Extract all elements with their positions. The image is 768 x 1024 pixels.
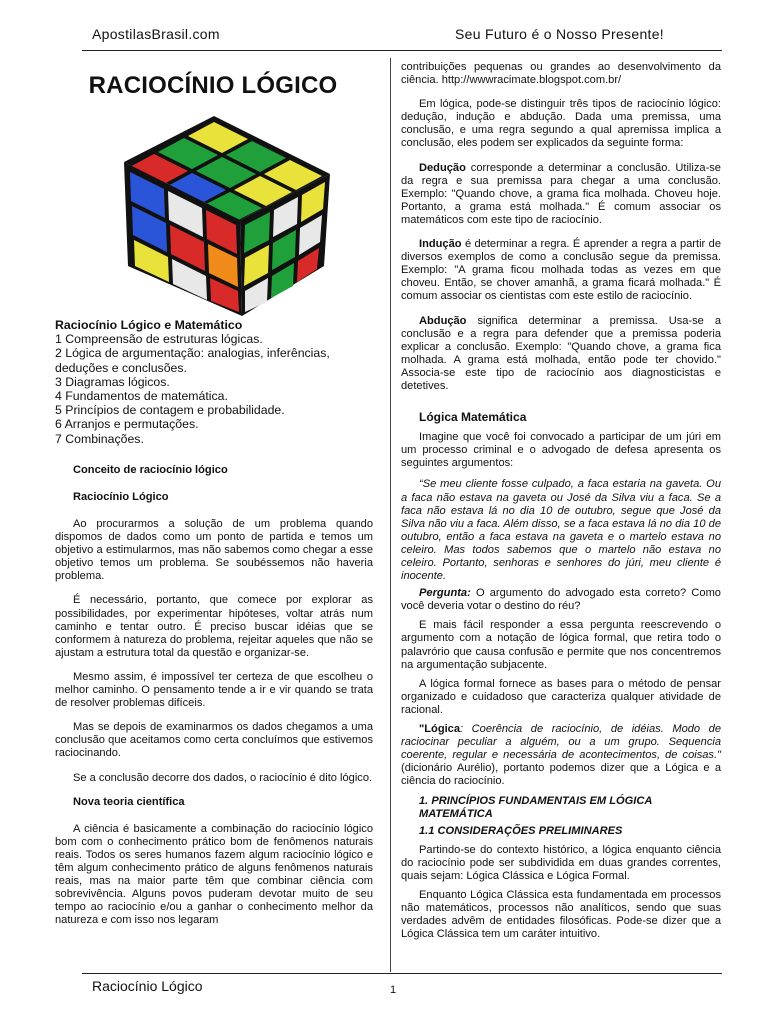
paragraph: Se a conclusão decorre dos dados, o raciocínio é dito lógico. [73,771,373,784]
section-heading: 1. PRINCÍPIOS FUNDAMENTAIS EM LÓGICA MATEMÁTICA [419,794,652,820]
header-site-name: ApostilasBrasil.com [92,26,220,42]
paragraph: E mais fácil responder a essa pergunta reescrevendo o argumento com a notação de lógica formal, que retira todo o palavrório que causa confusão e permite que nos concentremos na argumentação subjacente. [401,619,721,671]
footer-title: Raciocínio Lógico [92,978,203,994]
column-divider [390,58,391,972]
paragraph-inducao [401,238,721,303]
paragraph: Ao procurarmos a solução de um problema quando dispomos de dados como um ponto de partida e temos um objetivo a estimularmos, mas não sabemos como chegar a esse objetivo temos um problema. Se soubéssemos não haveria problema. [55,518,373,583]
header-rule [82,50,722,51]
topic-list-item: 2 Lógica de argumentação: analogias, inferências, deduções e conclusões. [55,346,330,375]
paragraph-text: é determinar a regra. É aprender a regra a partir de diversos exemplos de como a conclusão segue da premissa. Exemplo: "A grama ficou molhada todas as vezes em que choveu. Então, se chover amanhã, a grama ficará molhada." É comum associar os cientistas com este estilo de raciocínio. [401,238,721,303]
paragraph: Em lógica, pode-se distinguir três tipos de raciocínio lógico: dedução, indução e abdução. Dada uma premissa, uma conclusão, e uma regra segundo a qual apremissa implica a conclusão, eles podem ser explicados da seguinte forma: [401,98,721,150]
question-paragraph [401,587,721,613]
term: Abdução [419,314,467,327]
page-number: 1 [390,984,397,996]
topic-list-item: 7 Combinações. [55,431,144,446]
paragraph: A lógica formal fornece as bases para o método de pensar organizado e cuidadoso que caracteriza qualquer atividade de racional. [401,677,721,716]
header-slogan: Seu Futuro é o Nosso Presente! [455,26,664,42]
topic-list-item: 6 Arranjos e permutações. [55,417,199,432]
paragraph-abducao [401,315,721,394]
subheading: Conceito de raciocínio lógico [73,463,228,476]
paragraph: Mas se depois de examinarmos os dados chegamos a uma conclusão que aceitamos como certa concluímos que estivemos raciocinando. [55,721,373,760]
term: "Lógica [419,723,461,736]
topic-list-item: 3 Diagramas lógicos. [55,374,170,389]
subheading: Nova teoria científica [73,795,185,808]
paragraph-text: (dicionário Aurélio), portanto podemos dizer que a Lógica e a ciência do raciocínio. [401,762,721,788]
subsection-heading: 1.1 CONSIDERAÇÕES PRELIMINARES [419,824,623,837]
paragraph: Partindo-se do contexto histórico, a lógica enquanto ciência do raciocínio pode ser subdividida em duas grandes correntes, quais sejam: Lógica Clássica e Lógica Formal. [401,843,721,882]
definition-paragraph [401,723,721,788]
paragraph-text: corresponde a determinar a conclusão. Utiliza-se da regra e sua premissa para chegar a uma conclusão. Exemplo: "Quando chove, a grama fica molhada. Choveu hoje. Portanto, a grama está molhada." É comum associar os matemáticos com este tipo de raciocínio. [401,161,721,226]
rubiks-cube-icon [118,116,330,316]
page-title: RACIOCÍNIO LÓGICO [88,72,338,99]
term: Dedução [419,161,466,174]
paragraph-text: O argumento do advogado esta correto? Como você deveria votar o destino do réu? [401,587,721,613]
paragraph: Mesmo assim, é impossível ter certeza de que escolheu o melhor caminho. O pensamento tende a ir e vir quando se trata de resolver problemas difíceis. [55,670,373,710]
topic-list-item: 4 Fundamentos de matemática. [55,389,228,404]
lawyer-quote: “Se meu cliente fosse culpado, a faca estaria na gaveta. Ou a faca não estava na gaveta ou José da Silva viu a faca. Se a faca não estava lá no dia 10 de outubro, segue que José da Silva não viu a faca. Além disso, se a faca estava lá no dia 10 de outubro, então a faca estava na gaveta e o martelo estava no celeiro. Mas todos sabemos que o martelo não estava no celeiro. Portanto, senhoras e senhores do júri, meu cliente é inocente. [401,478,721,583]
question-term: Pergunta: [419,587,471,600]
topic-list-item: 1 Compreensão de estruturas lógicas. [55,332,263,347]
term: Indução [419,238,462,251]
topic-list [55,318,373,446]
right-column [401,61,721,952]
footer-rule [82,973,722,974]
subheading: Raciocínio Lógico [73,490,169,503]
paragraph-deducao [401,162,721,227]
section-heading: Lógica Matemática [419,410,527,425]
paragraph: contribuições pequenas ou grandes ao desenvolvimento da ciência. http://wwwracimate.blogspot.com.br/ [401,61,721,87]
paragraph: A ciência é basicamente a combinação do raciocínio lógico bom com o conhecimento prático bom de fenômenos naturais reais. Todos os seres humanos fazem algum raciocínio lógico e têm algum conhecimento prático de alguns fenômenos naturais reais, mas na maior parte têm que combinar ciência com sobrevivência. Alguns povos puderam devotar muito de seu tempo ao raciocínio e/ou a ganhar o conhecimento melhor da natureza e com isso nos legaram [55,822,373,927]
definition-text: : Coerência de raciocínio, de idéias. Modo de raciocinar peculiar a alguém, ou a um grupo. Sequencia coerente, regular e necessária de acontecimentos, de coisas." [401,723,721,762]
topic-list-title: Raciocínio Lógico e Matemático [55,318,243,332]
topic-list-item: 5 Princípios de contagem e probabilidade. [55,403,285,418]
paragraph: Enquanto Lógica Clássica esta fundamentada em processos não matemáticos, processos não analíticos, sendo que suas verdades advêm de entidades filosóficas. Pode-se dizer que a Lógica Clássica tem um caráter intuitivo. [401,889,721,941]
left-column [55,318,373,938]
paragraph: É necessário, portanto, que comece por explorar as possibilidades, por experimentar hipóteses, voltar atrás num caminho e tentar outro. É preciso buscar idéias que se conformem à natureza do problema, rejeitar aqueles que não se ajustam a estrutura total da questão e organizar-se. [55,594,373,659]
paragraph-text: significa determinar a premissa. Usa-se a conclusão e a regra para defender que a premissa poderia explicar a conclusão. Exemplo: "Quando chove, a grama fica molhada. A grama está molhada, então pode ter chovido." Associa-se este tipo de raciocínio aos diagnosticistas e detetives. [401,314,721,392]
paragraph: Imagine que você foi convocado a participar de um júri em um processo criminal e o advogado de defesa apresenta os seguintes argumentos: [401,431,721,470]
